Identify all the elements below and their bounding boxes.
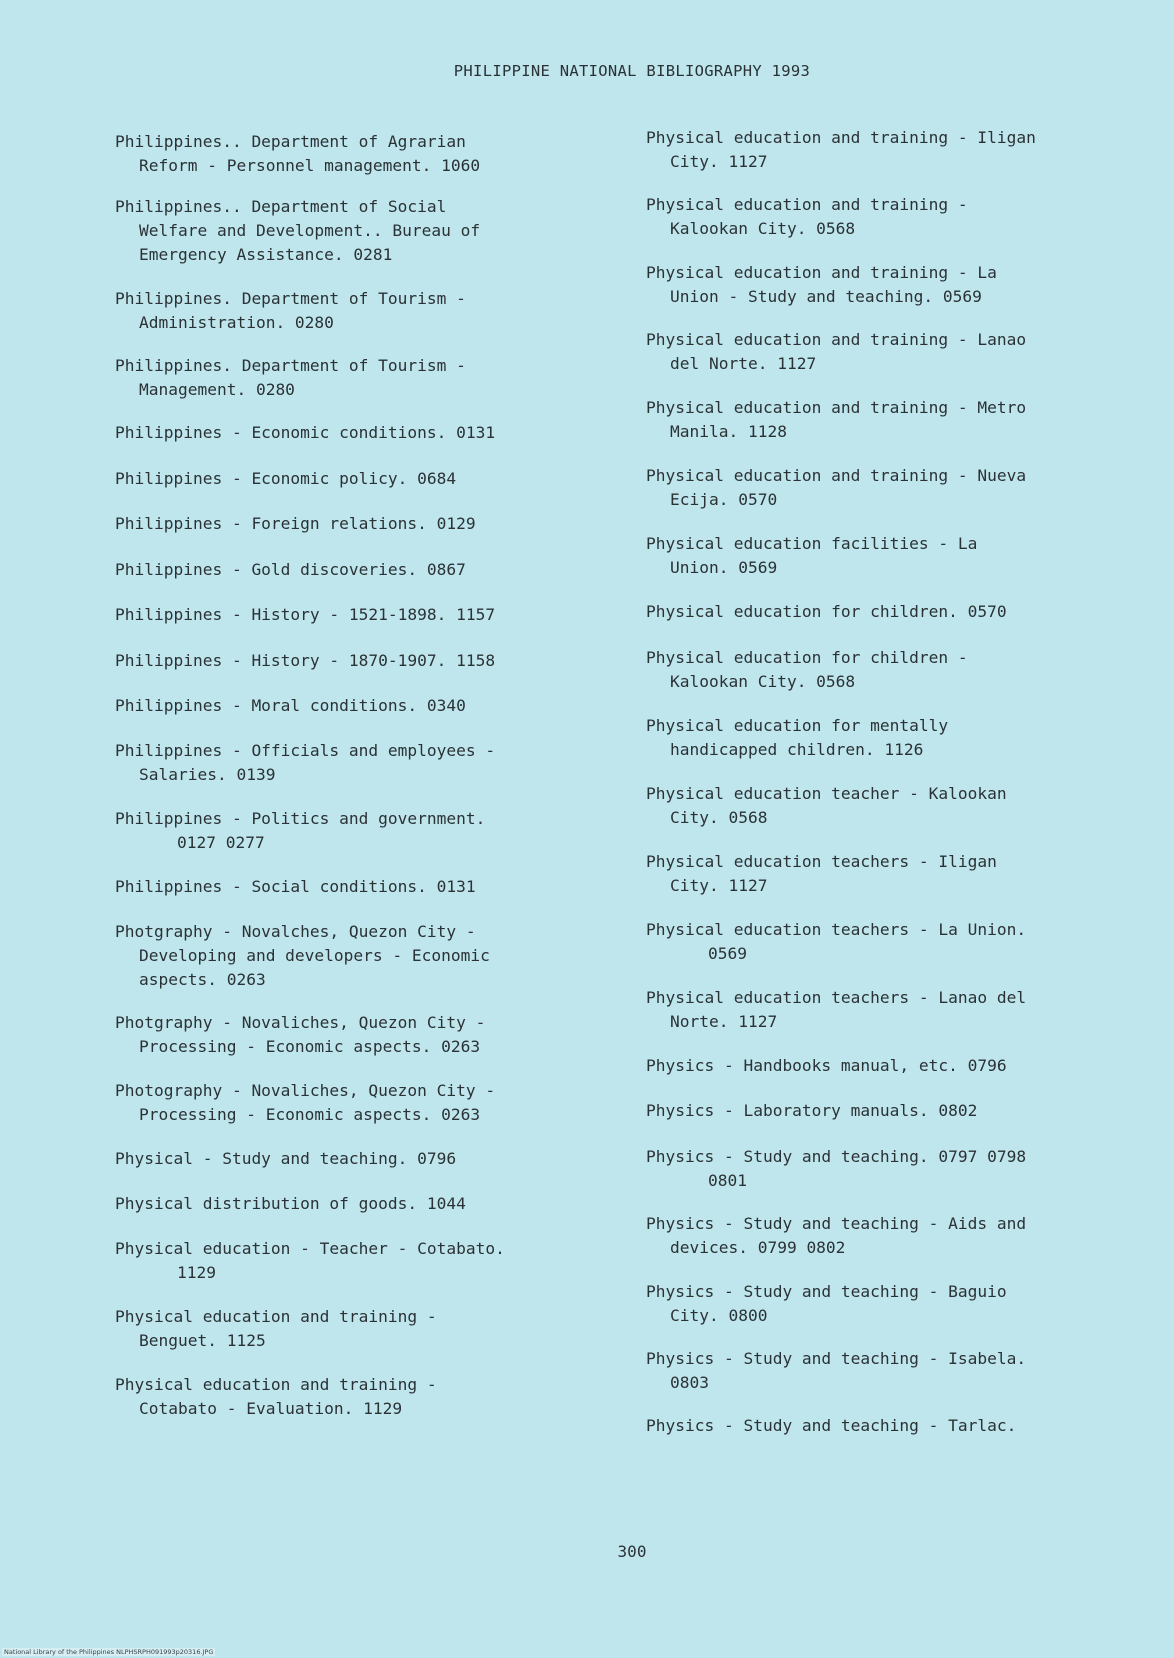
index-entry-line: Union - Study and teaching. 0569 [670,287,982,306]
index-entry-line: Benguet. 1125 [139,1331,266,1350]
index-entry-line: Management. 0280 [139,380,295,399]
index-entry-line: Physical education - Teacher - Cotabato. [115,1239,505,1258]
index-entry-line: Processing - Economic aspects. 0263 [139,1105,481,1124]
index-entry [646,918,1026,966]
index-entry-line: Physical education facilities - La [646,534,978,553]
index-entry-line: Philippines - Economic conditions. 0131 [115,423,496,442]
index-entry [115,1373,437,1421]
index-entry-line: Kalookan City. 0568 [670,219,856,238]
index-entry [646,986,1026,1034]
index-entry [646,261,997,309]
index-entry [646,1212,1026,1260]
index-entry [115,1011,485,1059]
index-entry-line: Physical education and training - Nueva [646,466,1027,485]
index-entry-line: Photography - Novaliches, Quezon City - [115,1081,496,1100]
index-entry-line: Philippines - Moral conditions. 0340 [115,696,466,715]
index-entry [646,396,1026,444]
index-entry [646,328,1026,376]
index-entry-line: Union. 0569 [670,558,778,577]
index-entry [115,354,466,402]
index-entry [115,421,495,445]
index-entry-line: Philippines - Social conditions. 0131 [115,877,476,896]
index-entry-line: Physical - Study and teaching. 0796 [115,1149,457,1168]
index-entry [646,714,948,762]
index-entry-line: Manila. 1128 [670,422,787,441]
index-entry-line: 0127 0277 [177,833,265,852]
index-entry-line: Physical education and training - [115,1307,437,1326]
index-entry-line: Physical education teachers - Lanao del [646,988,1027,1007]
index-entry [115,1192,466,1216]
index-entry-line: devices. 0799 0802 [670,1238,846,1257]
index-entry-line: Photgraphy - Novaliches, Quezon City - [115,1013,486,1032]
index-entry-line: Philippines - Economic policy. 0684 [115,469,457,488]
index-entry-line: Physics - Handbooks manual, etc. 0796 [646,1056,1007,1075]
index-entry [646,193,968,241]
index-entry-line: Physics - Laboratory manuals. 0802 [646,1101,978,1120]
index-entry [646,1145,1026,1193]
index-entry-line: Physical education for mentally [646,716,949,735]
index-entry-line: Philippines. Department of Tourism - [115,289,466,308]
index-entry-line: del Norte. 1127 [670,354,817,373]
index-entry-line: Philippines.. Department of Social [115,197,447,216]
index-entry [115,287,466,335]
index-entry [115,512,476,536]
index-entry-line: aspects. 0263 [139,970,266,989]
index-entry-line: City. 1127 [670,152,768,171]
index-entry-line: Physical education and training - Lanao [646,330,1027,349]
index-entry [115,739,495,787]
index-entry-line: Physical education and training - Iligan [646,128,1036,147]
index-entry-line: Physical education teachers - Iligan [646,852,997,871]
index-entry-line: Photgraphy - Novalches, Quezon City - [115,922,476,941]
index-entry [646,600,1007,624]
index-entry-line: Emergency Assistance. 0281 [139,245,393,264]
index-entry-line: Processing - Economic aspects. 0263 [139,1037,481,1056]
index-entry [115,1237,505,1285]
index-entry [646,1099,977,1123]
index-entry [646,126,1036,174]
index-entry [115,603,495,627]
index-entry [646,1280,1007,1328]
index-entry-line: Philippines - History - 1521-1898. 1157 [115,605,496,624]
index-entry-line: Physical education and training - La [646,263,997,282]
index-entry-line: Physical education and training - Metro [646,398,1027,417]
index-entry-line: Philippines - Politics and government. [115,809,486,828]
index-entry-line: 0569 [708,944,747,963]
index-entry-line: Physical education teacher - Kalookan [646,784,1007,803]
index-entry [646,782,1007,830]
index-entry [646,1347,1026,1395]
index-entry [115,1305,437,1353]
index-entry-line: City. 0800 [670,1306,768,1325]
index-entry [115,195,480,267]
index-entry-line: 0801 [708,1171,747,1190]
index-entry [646,1054,1007,1078]
index-entry-line: Physical education and training - [115,1375,437,1394]
index-entry-line: Physical education and training - [646,195,968,214]
index-entry [115,875,476,899]
index-entry [115,649,495,673]
page-number: 300 [617,1542,647,1561]
index-entry-line: Cotabato - Evaluation. 1129 [139,1399,403,1418]
index-entry [115,920,490,992]
index-entry-line: Ecija. 0570 [670,490,778,509]
index-entry-line: 0803 [670,1373,709,1392]
index-entry-line: Physical education teachers - La Union. [646,920,1027,939]
index-entry-line: Physical education for children. 0570 [646,602,1007,621]
index-entry-line: 1129 [177,1263,216,1282]
index-entry [646,646,968,694]
index-entry [115,130,480,178]
index-entry-line: handicapped children. 1126 [670,740,924,759]
index-entry-line: Physics - Study and teaching - Aids and [646,1214,1027,1233]
index-entry [646,464,1026,512]
index-entry-line: Kalookan City. 0568 [670,672,856,691]
index-entry-line: Philippines.. Department of Agrarian [115,132,466,151]
index-entry-line: Physics - Study and teaching - Tarlac. [646,1416,1017,1435]
index-entry-line: Norte. 1127 [670,1012,778,1031]
index-entry-line: Reform - Personnel management. 1060 [139,156,481,175]
index-entry-line: City. 1127 [670,876,768,895]
index-entry [646,850,997,898]
index-entry-line: Salaries. 0139 [139,765,276,784]
index-entry [115,558,466,582]
index-entry [115,1147,456,1171]
index-entry-line: Physical distribution of goods. 1044 [115,1194,466,1213]
footer-caption: National Library of the Philippines NLPHSRPH091993p20316.JPG [4,1648,214,1656]
index-entry-line: Physics - Study and teaching. 0797 0798 [646,1147,1027,1166]
index-entry-line: Philippines - Gold discoveries. 0867 [115,560,466,579]
index-entry-line: Philippines. Department of Tourism - [115,356,466,375]
index-entry [115,467,456,491]
page-header: PHILIPPINE NATIONAL BIBLIOGRAPHY 1993 [453,62,811,80]
index-entry [646,1414,1016,1438]
index-entry-line: Physics - Study and teaching - Isabela. [646,1349,1027,1368]
index-entry-line: Philippines - Officials and employees - [115,741,496,760]
index-entry [115,1079,495,1127]
index-entry-line: Administration. 0280 [139,313,334,332]
index-entry-line: Physical education for children - [646,648,968,667]
index-entry [115,807,485,855]
index-entry-line: Philippines - History - 1870-1907. 1158 [115,651,496,670]
index-entry [646,532,977,580]
index-entry-line: Physics - Study and teaching - Baguio [646,1282,1007,1301]
index-entry-line: Developing and developers - Economic [139,946,490,965]
index-entry [115,694,466,718]
index-entry-line: Philippines - Foreign relations. 0129 [115,514,476,533]
index-entry-line: City. 0568 [670,808,768,827]
index-entry-line: Welfare and Development.. Bureau of [139,221,481,240]
